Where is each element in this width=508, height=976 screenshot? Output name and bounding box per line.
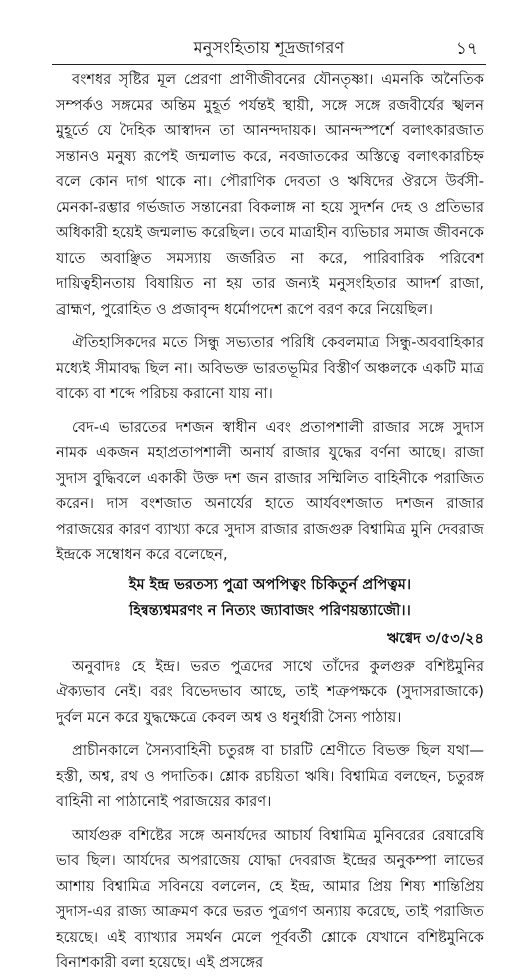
verse-line-2: হিন্বন্ত্যশ্বমরণং ন নিত্যং জ্যাবাজং পরিণয়ন্ত্যাজৌ।। (129, 601, 411, 619)
page-body (56, 67, 484, 976)
running-title: মনুসংহিতায় শূদ্রজাগরণ (193, 37, 345, 57)
verse-citation: ঋগ্বেদ ৩/৫৩/২৪ (387, 629, 484, 647)
running-header (52, 34, 486, 62)
page-number: ১৭ (455, 39, 478, 59)
verse-line-1: ইম ইন্দ্র ভরতস্য পুত্রা অপপিত্বং চিকিতুর্ন প্রপিত্বম। (128, 575, 412, 593)
paragraph-rivalry: আর্যগুরু বশিষ্টের সঙ্গে অনার্যদের আচার্য বিশ্বামিত্র মুনিবরের রেষারেষি ভাব ছিল। আর্যদের অপরাজেয় যোদ্ধা দেবরাজ ইন্দ্রের অনুকম্পা লাভের আশায় বিশ্বামিত্র সবিনয়ে বললেন, হে ইন্দ্র, আমার প্রিয় শিষ্য শান্তিপ্রিয় সুদাস-এর রাজ্য আক্রমণ করে ভরত পুত্রগণ অন্যায় করেছে, তাই পরাজিত হয়েছে। এই ব্যাখ্যার সমর্থন মেলে পূর্ববর্তী শ্লোকে যেখানে বশিষ্টমুনিকে বিনাশকারী বলা হয়েছে। এই প্রসঙ্গের (56, 826, 484, 971)
paragraph-2: ঐতিহাসিকদের মতে সিন্ধু সভ্যতার পরিধি কেবলমাত্র সিন্ধু-অববাহিকার মধ্যেই সীমাবদ্ধ ছিল না। অবিভক্ত ভারতভূমির বিস্তীর্ণ অঞ্চলকে একটি মাত্র বাক্যে বা শব্দে পরিচয় করানো যায় না। (56, 334, 484, 402)
paragraph-3: বেদ-এ ভারতের দশজন স্বাধীন এবং প্রতাপশালী রাজার সঙ্গে সুদাস নামক একজন মহাপ্রতাপশালী অনার্য রাজার যুদ্ধের বর্ণনা আছে। রাজা সুদাস বুদ্ধিবলে একাকী উক্ত দশ জন রাজার সম্মিলিত বাহিনীকে পরাজিত করেন। দাস বংশজাত অনার্যের হাতে আর্যবংশজাত দশজন রাজার পরাজয়ের কারণ ব্যাখ্যা করে সুদাস রাজার রাজগুরু বিশ্বামিত্র মুনি দেবরাজ ইন্দ্রকে সম্বোধন করে বলেছেন, (56, 418, 484, 563)
paragraph-army: প্রাচীনকালে সৈন্যবাহিনী চতুরঙ্গ বা চারটি শ্রেণীতে বিভক্ত ছিল যথা—হস্তী, অশ্ব, রথ ও পদাতিক। শ্লোক রচয়িতা ঋষি। বিশ্বামিত্র বলছেন, চতুরঙ্গ বাহিনী না পাঠানোই পরাজয়ের কারণ। (56, 742, 484, 810)
paragraph-1: বংশধর সৃষ্টির মূল প্রেরণা প্রাণীজীবনের যৌনতৃষ্ণা। এমনকি অনৈতিক সম্পর্কও সঙ্গমের অন্তিম মুহূর্ত পর্যন্তই স্থায়ী, সঙ্গে সঙ্গে রজবীর্যের স্খলন মুহূর্তে যে দৈহিক আস্বাদন তা আনন্দদায়ক। আনন্দস্পর্শে বলাৎকারজাত সন্তানও মনুষ্য রূপেই জন্মলাভ করে, নবজাতকের অস্তিত্বে বলাৎকারচিহ্ন বলে কোন দাগ থাকে না। পৌরাণিক দেবতা ও ঋষিদের ঔরসে উর্বসী-মেনকা-রম্ভার গর্ভজাত সন্তানেরা বিকলাঙ্গ না হয়ে সুদর্শন দেহ ও প্রতিভার অধিকারী হয়েই জন্মলাভ করেছিল। তবে মাত্রাহীন ব্যভিচার সমাজ জীবনকে যাতে অবাঞ্ছিত সমস্যায় জর্জরিত না করে, পারিবারিক পরিবেশ দায়িত্বহীনতায় বিষায়িত না হয় তার জন্যই মনুসংহিতার আদর্শ রাজা, ব্রাহ্মণ, পুরোহিত ও প্রজাবৃন্দ ধর্মোপদেশ রূপে বরণ করে নিয়েছিল। (56, 71, 484, 318)
header-rule (52, 64, 486, 65)
translation-paragraph: অনুবাদঃ হে ইন্দ্র। ভরত পুত্রদের সাথে তাঁদের কুলগুরু বশিষ্টমুনির ঐক্যভাব নেই। বরং বিভেদভাব আছে, তাই শত্রুপক্ষকে (সুদাসরাজাকে) দুর্বল মনে করে যুদ্ধক্ষেত্রে কেবল অশ্ব ও ধনুর্ধারী সৈন্য পাঠায়। (56, 657, 484, 726)
